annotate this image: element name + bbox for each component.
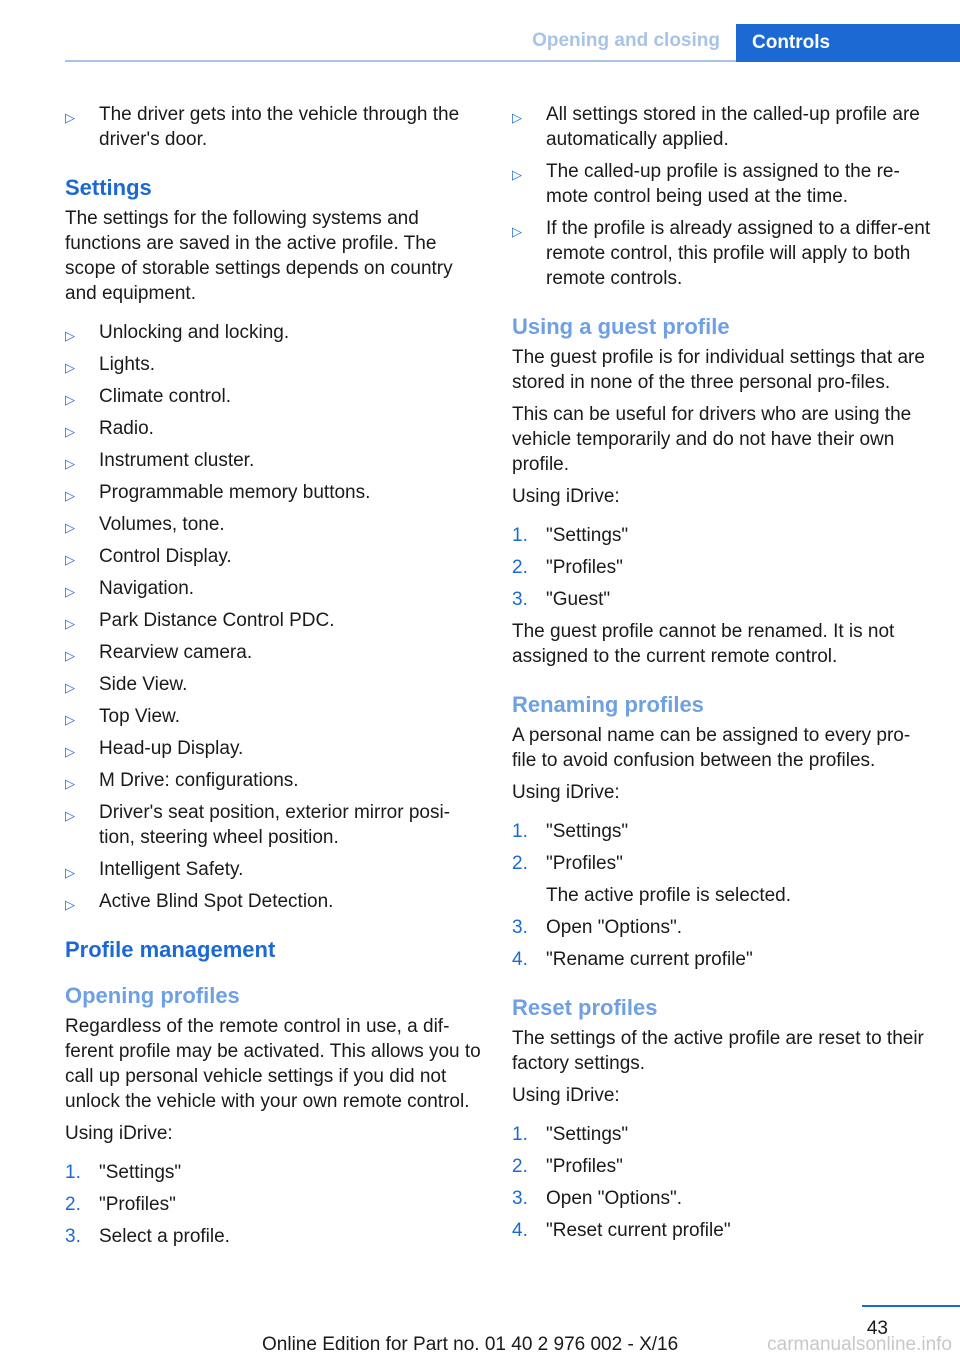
list-item-text: Rearview camera. bbox=[99, 642, 253, 663]
step-number: 2. bbox=[512, 853, 528, 874]
triangle-bullet-icon: ▷ bbox=[65, 520, 75, 535]
list-item-text: Top View. bbox=[99, 706, 180, 727]
step-subtext: The active profile is selected. bbox=[546, 885, 792, 906]
renaming-profiles-paragraph: A personal name can be assigned to every pro‐file to avoid confusion between the profiles. bbox=[512, 725, 911, 771]
list-item-text: Climate control. bbox=[99, 386, 231, 407]
footer-rule bbox=[862, 1305, 960, 1307]
using-idrive-label: Using iDrive: bbox=[512, 486, 620, 507]
list-item bbox=[65, 576, 481, 601]
settings-bullet-list bbox=[65, 320, 481, 914]
list-item-text: Instrument cluster. bbox=[99, 450, 255, 471]
header-chapter-tab: Controls bbox=[736, 24, 960, 62]
edition-note: Online Edition for Part no. 01 40 2 976 002 - X/16 bbox=[262, 1334, 679, 1355]
triangle-bullet-icon: ▷ bbox=[65, 584, 75, 599]
step-text: "Settings" bbox=[99, 1162, 182, 1183]
list-item bbox=[65, 672, 481, 697]
step-number: 1. bbox=[65, 1162, 81, 1183]
triangle-bullet-icon: ▷ bbox=[65, 360, 75, 375]
step-item bbox=[512, 523, 932, 548]
step-text: "Profiles" bbox=[546, 557, 623, 578]
right-column bbox=[512, 102, 932, 1250]
triangle-bullet-icon: ▷ bbox=[65, 865, 75, 880]
reset-profiles-heading: Reset profiles bbox=[512, 995, 658, 1020]
left-column bbox=[65, 102, 481, 1256]
list-item bbox=[65, 800, 481, 850]
triangle-bullet-icon: ▷ bbox=[65, 744, 75, 759]
step-number: 2. bbox=[512, 1156, 528, 1177]
triangle-bullet-icon: ▷ bbox=[65, 456, 75, 471]
opening-profiles-paragraph: Regardless of the remote control in use, a dif‐ferent profile may be activated. This allows you to call up personal vehicle settings if you did not unlock the vehicle with your own remote control. bbox=[65, 1016, 481, 1112]
profile-effects-bullet-list bbox=[512, 102, 932, 291]
step-number: 4. bbox=[512, 1220, 528, 1241]
step-number: 2. bbox=[512, 557, 528, 578]
list-item bbox=[65, 480, 481, 505]
triangle-bullet-icon: ▷ bbox=[512, 167, 522, 182]
opening-profiles-heading: Opening profiles bbox=[65, 983, 240, 1008]
step-item bbox=[512, 555, 932, 580]
step-text: "Settings" bbox=[546, 525, 629, 546]
step-item bbox=[65, 1192, 481, 1217]
list-item-text: M Drive: configurations. bbox=[99, 770, 299, 791]
step-text: "Rename current profile" bbox=[546, 949, 753, 970]
step-text: "Profiles" bbox=[546, 1156, 623, 1177]
step-item bbox=[512, 1122, 932, 1147]
list-item bbox=[65, 640, 481, 665]
triangle-bullet-icon: ▷ bbox=[65, 424, 75, 439]
step-number: 3. bbox=[512, 1188, 528, 1209]
guest-profile-heading: Using a guest profile bbox=[512, 314, 730, 339]
list-item-text: Side View. bbox=[99, 674, 188, 695]
list-item-text: Active Blind Spot Detection. bbox=[99, 891, 334, 912]
watermark: carmanualsonline.info bbox=[767, 1334, 952, 1355]
renaming-profiles-heading: Renaming profiles bbox=[512, 692, 704, 717]
list-item bbox=[65, 544, 481, 569]
list-item bbox=[512, 102, 932, 152]
step-text: Select a profile. bbox=[99, 1226, 230, 1247]
step-number: 1. bbox=[512, 525, 528, 546]
intro-bullet-list bbox=[65, 102, 481, 152]
step-number: 3. bbox=[65, 1226, 81, 1247]
using-idrive-label: Using iDrive: bbox=[512, 782, 620, 803]
triangle-bullet-icon: ▷ bbox=[65, 616, 75, 631]
step-item bbox=[512, 851, 932, 908]
list-item bbox=[65, 608, 481, 633]
triangle-bullet-icon: ▷ bbox=[65, 897, 75, 912]
list-item bbox=[65, 857, 481, 882]
rename-steps-list bbox=[512, 819, 932, 972]
step-text: Open "Options". bbox=[546, 917, 683, 938]
step-item bbox=[512, 1186, 932, 1211]
guest-profile-note: The guest profile cannot be renamed. It is not assigned to the current remote control. bbox=[512, 621, 895, 667]
opening-steps-list bbox=[65, 1160, 481, 1249]
page-number: 43 bbox=[866, 1318, 888, 1339]
triangle-bullet-icon: ▷ bbox=[65, 392, 75, 407]
triangle-bullet-icon: ▷ bbox=[65, 110, 75, 125]
step-text: "Settings" bbox=[546, 821, 629, 842]
list-item-text: If the profile is already assigned to a differ‐ent remote control, this profile will apply to both remote controls. bbox=[546, 218, 931, 289]
guest-steps-list bbox=[512, 523, 932, 612]
step-text: "Profiles" bbox=[546, 853, 623, 874]
list-item-text: The called-up profile is assigned to the re‐mote control being used at the time. bbox=[546, 161, 900, 207]
list-item-text: Radio. bbox=[99, 418, 154, 439]
list-item-text: The driver gets into the vehicle through the driver's door. bbox=[99, 104, 460, 150]
list-item-text: Programmable memory buttons. bbox=[99, 482, 371, 503]
reset-steps-list bbox=[512, 1122, 932, 1243]
triangle-bullet-icon: ▷ bbox=[512, 110, 522, 125]
triangle-bullet-icon: ▷ bbox=[65, 328, 75, 343]
triangle-bullet-icon: ▷ bbox=[65, 648, 75, 663]
list-item bbox=[65, 889, 481, 914]
reset-profiles-paragraph: The settings of the active profile are reset to their factory settings. bbox=[512, 1028, 924, 1074]
step-text: Open "Options". bbox=[546, 1188, 683, 1209]
triangle-bullet-icon: ▷ bbox=[65, 712, 75, 727]
list-item bbox=[512, 159, 932, 209]
step-text: "Settings" bbox=[546, 1124, 629, 1145]
list-item-text: All settings stored in the called-up profile are automatically applied. bbox=[546, 104, 920, 150]
triangle-bullet-icon: ▷ bbox=[65, 488, 75, 503]
step-number: 4. bbox=[512, 949, 528, 970]
list-item-text: Lights. bbox=[99, 354, 155, 375]
triangle-bullet-icon: ▷ bbox=[65, 680, 75, 695]
list-item bbox=[65, 352, 481, 377]
guest-profile-paragraph-2: This can be useful for drivers who are using the vehicle temporarily and do not have their own profile. bbox=[512, 404, 912, 475]
step-item bbox=[512, 1154, 932, 1179]
using-idrive-label: Using iDrive: bbox=[65, 1123, 173, 1144]
list-item-text: Volumes, tone. bbox=[99, 514, 225, 535]
step-number: 1. bbox=[512, 1124, 528, 1145]
step-number: 2. bbox=[65, 1194, 81, 1215]
list-item-text: Head-up Display. bbox=[99, 738, 244, 759]
settings-heading: Settings bbox=[65, 175, 152, 200]
list-item-text: Unlocking and locking. bbox=[99, 322, 290, 343]
list-item bbox=[512, 216, 932, 291]
list-item bbox=[65, 448, 481, 473]
triangle-bullet-icon: ▷ bbox=[65, 808, 75, 823]
using-idrive-label: Using iDrive: bbox=[512, 1085, 620, 1106]
step-item bbox=[512, 1218, 932, 1243]
step-item bbox=[65, 1160, 481, 1185]
profile-management-heading: Profile management bbox=[65, 937, 276, 962]
list-item-text: Driver's seat position, exterior mirror posi‐tion, steering wheel position. bbox=[99, 802, 450, 848]
list-item bbox=[65, 512, 481, 537]
list-item-text: Intelligent Safety. bbox=[99, 859, 244, 880]
list-item-text: Navigation. bbox=[99, 578, 195, 599]
triangle-bullet-icon: ▷ bbox=[512, 224, 522, 239]
list-item-text: Park Distance Control PDC. bbox=[99, 610, 335, 631]
step-item bbox=[512, 819, 932, 844]
list-item bbox=[65, 320, 481, 345]
step-text: "Profiles" bbox=[99, 1194, 176, 1215]
step-number: 3. bbox=[512, 917, 528, 938]
step-number: 3. bbox=[512, 589, 528, 610]
list-item bbox=[65, 704, 481, 729]
settings-paragraph: The settings for the following systems and functions are saved in the active profile. The scope of storable settings depends on country and equipment. bbox=[65, 208, 453, 304]
list-item bbox=[65, 736, 481, 761]
step-number: 1. bbox=[512, 821, 528, 842]
header-section-title: Opening and closing bbox=[532, 30, 720, 51]
list-item bbox=[65, 416, 481, 441]
step-text: "Reset current profile" bbox=[546, 1220, 731, 1241]
step-item bbox=[512, 587, 932, 612]
step-item bbox=[65, 1224, 481, 1249]
list-item bbox=[65, 384, 481, 409]
list-item bbox=[65, 768, 481, 793]
list-item-text: Control Display. bbox=[99, 546, 232, 567]
triangle-bullet-icon: ▷ bbox=[65, 552, 75, 567]
guest-profile-paragraph-1: The guest profile is for individual settings that are stored in none of the three personal pro‐files. bbox=[512, 347, 925, 393]
step-item bbox=[512, 947, 932, 972]
step-text: "Guest" bbox=[546, 589, 611, 610]
step-item bbox=[512, 915, 932, 940]
list-item bbox=[65, 102, 481, 152]
triangle-bullet-icon: ▷ bbox=[65, 776, 75, 791]
